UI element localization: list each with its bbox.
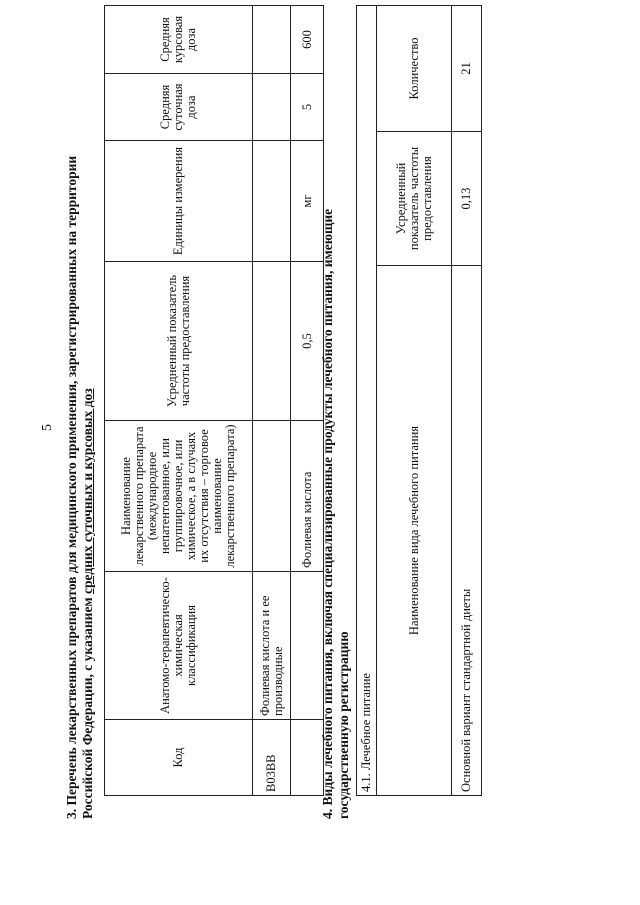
page-number: 5 <box>40 424 55 431</box>
nutrition-quantity: 21 <box>452 5 482 131</box>
section-4-heading <box>320 29 352 819</box>
empty-cell <box>253 141 291 262</box>
group-code: B03BB <box>253 720 291 796</box>
section-4-heading-line2: государственную регистрацию <box>336 631 351 819</box>
header-frequency: Усредненный показатель частоты предоставления <box>105 262 253 421</box>
header-nutrition-quantity: Количество <box>377 5 452 131</box>
header-code: Код <box>105 720 253 796</box>
header-units: Единицы измерения <box>105 141 253 262</box>
header-nutrition-name: Наименование вида лечебного питания <box>377 266 452 796</box>
drugs-table-header-row <box>105 6 253 796</box>
table-row <box>253 6 291 796</box>
drug-frequency: 0,5 <box>291 262 324 421</box>
header-drug-name: Наименование лекарственного препарата (международное непатентованное, или группировочное, или химическое, а в случаях их отсутствия – торговое наименование лекарственного препарата) <box>105 421 253 572</box>
nutrition-subsection-row <box>357 5 377 795</box>
nutrition-frequency: 0,13 <box>452 132 482 266</box>
section-3-heading-prefix: Российской Федерации, с указанием <box>80 593 95 819</box>
table-row <box>291 6 324 796</box>
drug-units: мг <box>291 141 324 262</box>
empty-cell <box>253 74 291 141</box>
section-3-heading-line1: 3. Перечень лекарственных препаратов для медицинского применения, зарегистрированных на территории <box>64 155 79 819</box>
drug-name: Фолиевая кислота <box>291 421 324 572</box>
section-3-heading <box>64 29 96 819</box>
empty-cell <box>253 262 291 421</box>
section-4-heading-line1: 4. Виды лечебного питания, включая специализированные продукты лечебного питания, имеющие <box>320 208 335 819</box>
empty-cell <box>291 720 324 796</box>
drug-course-dose: 600 <box>291 6 324 74</box>
empty-cell <box>253 421 291 572</box>
empty-cell <box>291 572 324 720</box>
drugs-table <box>104 5 324 796</box>
header-course-dose: Средняя курсовая доза <box>105 6 253 74</box>
section-3-heading-line2 <box>80 29 96 819</box>
group-atc: Фолиевая кислота и ее производные <box>253 572 291 720</box>
nutrition-name: Основной вариант стандартной диеты <box>452 266 482 796</box>
nutrition-subsection-title: 4.1. Лечебное питание <box>357 5 377 795</box>
drug-daily-dose: 5 <box>291 74 324 141</box>
nutrition-table <box>356 5 482 796</box>
table-row <box>452 5 482 795</box>
header-daily-dose: Средняя суточная доза <box>105 74 253 141</box>
section-3-heading-underlined: средних суточных и курсовых доз <box>80 388 95 594</box>
nutrition-header-row <box>377 5 452 795</box>
header-nutrition-frequency: Усредненный показатель частоты предоставления <box>377 132 452 266</box>
header-atc: Анатомо-терапевтическо-химическая классификация <box>105 572 253 720</box>
empty-cell <box>253 6 291 74</box>
